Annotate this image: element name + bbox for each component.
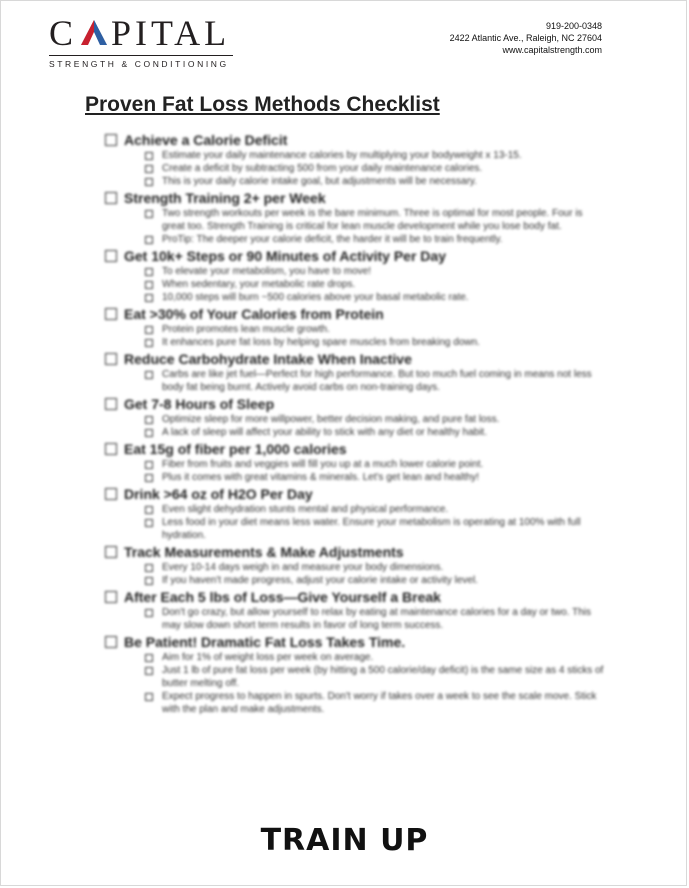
list-item-text: Fiber from fruits and veggies will fill you up at a much lower calorie point. xyxy=(162,459,484,470)
logo-divider xyxy=(49,55,233,56)
small-checkbox-icon[interactable] xyxy=(145,506,153,514)
list-item-text: Aim for 1% of weight loss per week on average. xyxy=(162,652,374,663)
checkbox-icon[interactable] xyxy=(105,546,117,558)
list-item xyxy=(145,162,605,175)
checklist-section xyxy=(105,485,615,542)
section-heading-text: Eat >30% of Your Calories from Protein xyxy=(124,306,384,322)
list-item xyxy=(145,291,605,304)
checkbox-icon[interactable] xyxy=(105,591,117,603)
list-item xyxy=(145,149,605,162)
section-heading xyxy=(105,350,615,368)
small-checkbox-icon[interactable] xyxy=(145,461,153,469)
small-checkbox-icon[interactable] xyxy=(145,693,153,701)
section-heading-text: Strength Training 2+ per Week xyxy=(124,190,326,206)
checklist-section xyxy=(105,633,615,716)
section-heading xyxy=(105,633,615,651)
small-checkbox-icon[interactable] xyxy=(145,165,153,173)
list-item xyxy=(145,471,605,484)
list-item xyxy=(145,323,605,336)
section-heading-text: Be Patient! Dramatic Fat Loss Takes Time. xyxy=(124,634,406,650)
list-item xyxy=(145,336,605,349)
small-checkbox-icon[interactable] xyxy=(145,654,153,662)
section-heading xyxy=(105,131,615,149)
checklist-section xyxy=(105,543,615,587)
checklist xyxy=(105,131,615,717)
list-item xyxy=(145,516,605,542)
section-heading xyxy=(105,189,615,207)
list-item-text: Every 10-14 days weigh in and measure your body dimensions. xyxy=(162,562,444,573)
section-heading-text: Get 7-8 Hours of Sleep xyxy=(124,396,275,412)
checklist-section xyxy=(105,395,615,439)
section-heading-text: Get 10k+ Steps or 90 Minutes of Activity Per Day xyxy=(124,248,446,264)
section-heading-text: After Each 5 lbs of Loss—Give Yourself a Break xyxy=(124,589,441,605)
checkbox-icon[interactable] xyxy=(105,636,117,648)
contact-phone: 919-200-0348 xyxy=(545,21,602,31)
section-heading xyxy=(105,543,615,561)
small-checkbox-icon[interactable] xyxy=(145,210,153,218)
checklist-section xyxy=(105,440,615,484)
list-item xyxy=(145,651,605,664)
small-checkbox-icon[interactable] xyxy=(145,564,153,572)
list-item xyxy=(145,278,605,291)
logo-letters-pital: PITAL xyxy=(111,13,231,53)
checkbox-icon[interactable] xyxy=(105,353,117,365)
checkbox-icon[interactable] xyxy=(105,398,117,410)
list-item xyxy=(145,426,605,439)
contact-address: 2422 Atlantic Ave., Raleigh, NC 27604 xyxy=(449,33,602,43)
list-item xyxy=(145,664,605,690)
section-heading xyxy=(105,305,615,323)
list-item-text: Less food in your diet means less water. Ensure your metabolism is operating at 100% with full hydration. xyxy=(162,517,581,541)
list-item-text: Create a deficit by subtracting 500 from your daily maintenance calories. xyxy=(162,163,483,174)
checklist-section xyxy=(105,305,615,349)
list-item xyxy=(145,574,605,587)
section-heading xyxy=(105,440,615,458)
logo-triangle-icon xyxy=(79,18,109,48)
section-heading-text: Drink >64 oz of H2O Per Day xyxy=(124,486,313,502)
list-item xyxy=(145,207,605,233)
train-up-footer: TRAIN UP xyxy=(260,823,429,858)
list-item-text: Even slight dehydration stunts mental and physical performance. xyxy=(162,504,449,515)
capital-logo xyxy=(49,15,233,69)
list-item xyxy=(145,606,605,632)
checkbox-icon[interactable] xyxy=(105,488,117,500)
list-item-text: Optimize sleep for more willpower, better decision making, and pure fat loss. xyxy=(162,414,500,425)
section-heading xyxy=(105,485,615,503)
section-heading-text: Achieve a Calorie Deficit xyxy=(124,132,288,148)
contact-website: www.capitalstrength.com xyxy=(502,45,602,55)
small-checkbox-icon[interactable] xyxy=(145,152,153,160)
list-item xyxy=(145,503,605,516)
list-item-text: It enhances pure fat loss by helping spare muscles from breaking down. xyxy=(162,337,480,348)
list-item-text: 10,000 steps will burn ~500 calories above your basal metabolic rate. xyxy=(162,292,469,303)
checklist-section xyxy=(105,247,615,304)
checklist-section xyxy=(105,350,615,394)
list-item-text: To elevate your metabolism, you have to move! xyxy=(162,266,371,277)
section-heading xyxy=(105,588,615,606)
logo-tagline: STRENGTH & CONDITIONING xyxy=(49,59,229,69)
section-heading-text: Reduce Carbohydrate Intake When Inactive xyxy=(124,351,412,367)
section-heading-text: Track Measurements & Make Adjustments xyxy=(124,544,404,560)
section-heading xyxy=(105,395,615,413)
list-item-text: ProTip: The deeper your calorie deficit, the harder it will be to train frequently. xyxy=(162,234,503,245)
list-item-text: Two strength workouts per week is the bare minimum. Three is optimal for most people. Four is great too. Strength Training is critical for lean muscle development while you lose body fat. xyxy=(162,208,583,232)
list-item-text: Just 1 lb of pure fat loss per week (by hitting a 500 calorie/day deficit) is the same size as 4 sticks of butter melting off. xyxy=(162,665,604,689)
list-item xyxy=(145,561,605,574)
section-heading-text: Eat 15g of fiber per 1,000 calories xyxy=(124,441,347,457)
list-item-text: A lack of sleep will affect your ability to stick with any diet or healthy habit. xyxy=(162,427,487,438)
logo-letter-c: C xyxy=(49,13,78,53)
list-item-text: If you haven't made progress, adjust your calorie intake or activity level. xyxy=(162,575,478,586)
small-checkbox-icon[interactable] xyxy=(145,339,153,347)
checkbox-icon[interactable] xyxy=(105,134,117,146)
small-checkbox-icon[interactable] xyxy=(145,178,153,186)
small-checkbox-icon[interactable] xyxy=(145,667,153,675)
checklist-section xyxy=(105,189,615,246)
page-title: Proven Fat Loss Methods Checklist xyxy=(85,93,440,116)
small-checkbox-icon[interactable] xyxy=(145,236,153,244)
list-item xyxy=(145,265,605,278)
list-item-text: This is your daily calorie intake goal, but adjustments will be necessary. xyxy=(162,176,477,187)
list-item-text: Protein promotes lean muscle growth. xyxy=(162,324,330,335)
small-checkbox-icon[interactable] xyxy=(145,577,153,585)
small-checkbox-icon[interactable] xyxy=(145,474,153,482)
small-checkbox-icon[interactable] xyxy=(145,371,153,379)
list-item xyxy=(145,233,605,246)
small-checkbox-icon[interactable] xyxy=(145,416,153,424)
list-item-text: When sedentary, your metabolic rate drops. xyxy=(162,279,356,290)
small-checkbox-icon[interactable] xyxy=(145,268,153,276)
contact-block xyxy=(450,20,602,56)
small-checkbox-icon[interactable] xyxy=(145,519,153,527)
list-item-text: Expect progress to happen in spurts. Don't worry if takes over a week to see the scale move. Stick with the plan and make adjustments. xyxy=(162,691,597,715)
list-item xyxy=(145,690,605,716)
small-checkbox-icon[interactable] xyxy=(145,429,153,437)
small-checkbox-icon[interactable] xyxy=(145,294,153,302)
logo-wordmark xyxy=(49,15,233,51)
list-item-text: Carbs are like jet fuel—Perfect for high performance. But too much fuel coming in means not less body fat being burnt. Actively avoid carbs on non-training days. xyxy=(162,369,592,393)
checkbox-icon[interactable] xyxy=(105,443,117,455)
small-checkbox-icon[interactable] xyxy=(145,281,153,289)
list-item xyxy=(145,368,605,394)
checkbox-icon[interactable] xyxy=(105,192,117,204)
list-item-text: Don't go crazy, but allow yourself to relax by eating at maintenance calories for a day or two. This may slow down short term results in favor of long term success. xyxy=(162,607,591,631)
section-heading xyxy=(105,247,615,265)
checkbox-icon[interactable] xyxy=(105,250,117,262)
small-checkbox-icon[interactable] xyxy=(145,609,153,617)
list-item xyxy=(145,175,605,188)
list-item xyxy=(145,413,605,426)
small-checkbox-icon[interactable] xyxy=(145,326,153,334)
checkbox-icon[interactable] xyxy=(105,308,117,320)
list-item-text: Plus it comes with great vitamins & minerals. Let's get lean and healthy! xyxy=(162,472,480,483)
list-item-text: Estimate your daily maintenance calories by multiplying your bodyweight x 13-15. xyxy=(162,150,522,161)
checklist-section xyxy=(105,588,615,632)
list-item xyxy=(145,458,605,471)
checklist-section xyxy=(105,131,615,188)
